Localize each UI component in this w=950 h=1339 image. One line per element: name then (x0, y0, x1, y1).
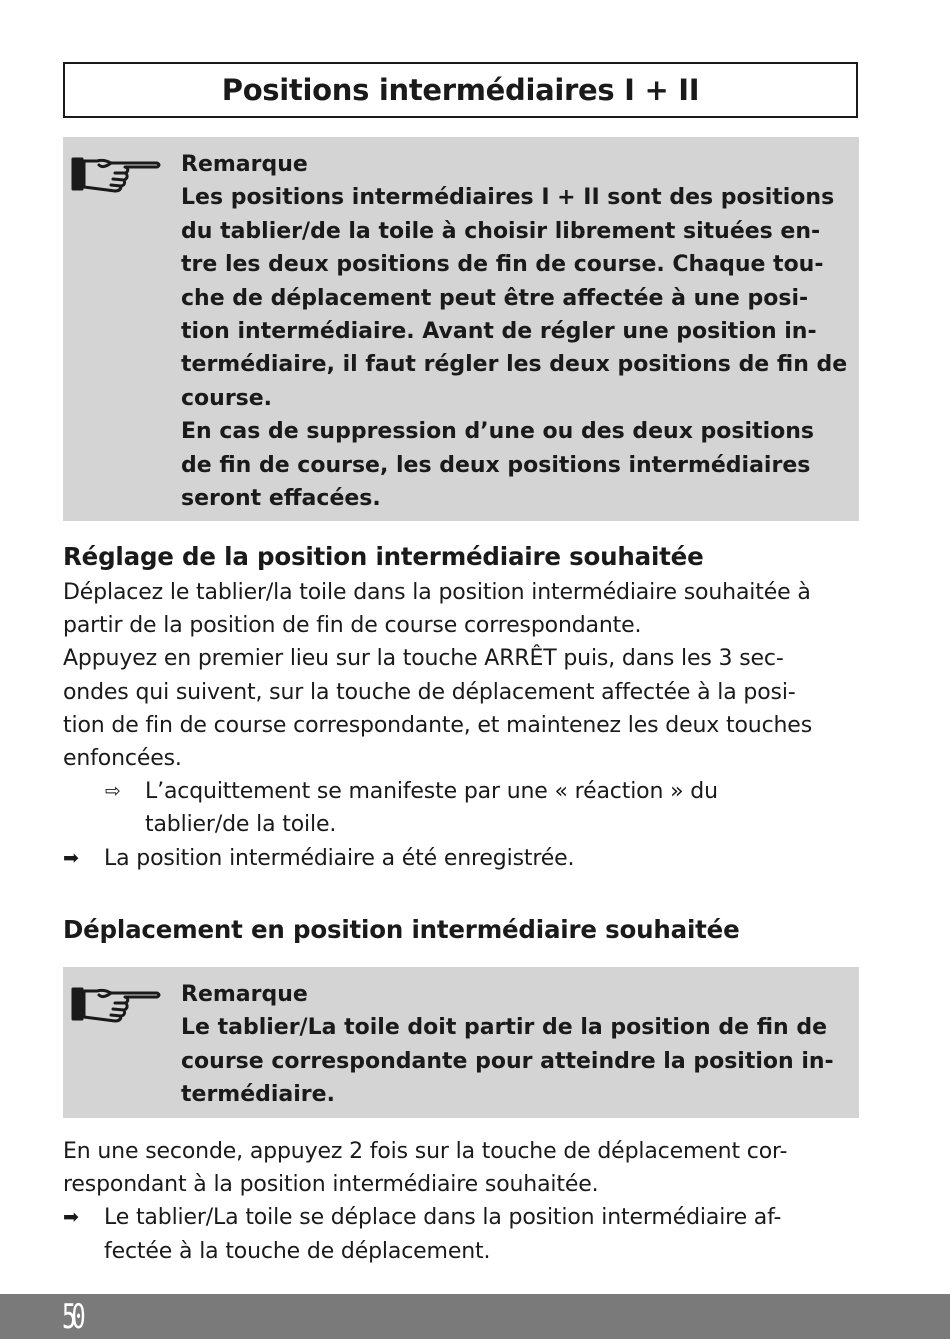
note-line: En cas de suppression d’une ou des deux positions (181, 419, 814, 445)
final-result (63, 842, 863, 875)
body-line: tion de fin de course correspondante, et maintenez les deux touches (63, 712, 813, 738)
note-line: che de déplacement peut être affectée à une posi- (181, 285, 809, 311)
body-line: ondes qui suivent, sur la touche de déplacement affectée à la posi- (63, 679, 796, 705)
pointing-hand-icon (71, 981, 163, 1027)
result-line: La position intermédiaire a été enregistrée. (104, 845, 575, 871)
page-number: 50 (62, 1297, 81, 1337)
hollow-arrow-icon: ⇨ (105, 780, 121, 803)
note-line: tion intermédiaire. Avant de régler une position in- (181, 319, 817, 345)
body-line: Appuyez en premier lieu sur la touche ARRÊT puis, dans les 3 sec- (63, 646, 784, 672)
result-line: L’acquittement se manifeste par une « réaction » du (145, 779, 718, 805)
note-heading: Remarque (181, 982, 308, 1007)
note-line: seront effacées. (181, 486, 381, 512)
section-body (63, 1135, 863, 1268)
section-heading: Déplacement en position intermédiaire souhaitée (63, 915, 740, 944)
note-line: Le tablier/La toile doit partir de la position de fin de (181, 1015, 827, 1041)
body-line: Déplacez le tablier/la toile dans la position intermédiaire souhaitée à (63, 580, 811, 605)
section-heading: Réglage de la position intermédiaire souhaitée (63, 542, 704, 571)
note-heading: Remarque (181, 152, 308, 177)
note-line: du tablier/de la toile à choisir librement situées en- (181, 218, 821, 244)
body-line: En une seconde, appuyez 2 fois sur la touche de déplacement cor- (63, 1139, 788, 1164)
pointing-hand-icon (71, 151, 163, 197)
note-line: tre les deux positions de fin de course. Chaque tou- (181, 252, 824, 278)
footer-bar (0, 1294, 950, 1339)
body-line: enfoncées. (63, 746, 182, 772)
note-line: course correspondante pour atteindre la position in- (181, 1048, 834, 1074)
final-result (63, 1201, 863, 1267)
solid-arrow-icon: ➡ (63, 846, 79, 869)
result-line: Le tablier/La toile se déplace dans la position intermédiaire af- (104, 1205, 782, 1231)
note-line: termédiaire. (181, 1082, 335, 1108)
note-line: termédiaire, il faut régler les deux positions de fin de (181, 352, 848, 378)
note-line: Les positions intermédiaires I + II sont des positions (181, 185, 835, 211)
note-line: course. (181, 385, 273, 411)
intermediate-result (63, 775, 863, 841)
body-line: respondant à la position intermédiaire souhaitée. (63, 1172, 599, 1198)
note-line: de fin de course, les deux positions intermédiaires (181, 452, 811, 478)
note-box (63, 137, 859, 521)
section-body (63, 576, 863, 875)
note-box (63, 967, 859, 1118)
solid-arrow-icon: ➡ (63, 1206, 79, 1229)
page-title: Positions intermédiaires I + II (63, 62, 858, 118)
result-line: fectée à la touche de déplacement. (104, 1238, 491, 1264)
result-line: tablier/de la toile. (145, 812, 337, 838)
body-line: partir de la position de fin de course correspondante. (63, 613, 642, 639)
